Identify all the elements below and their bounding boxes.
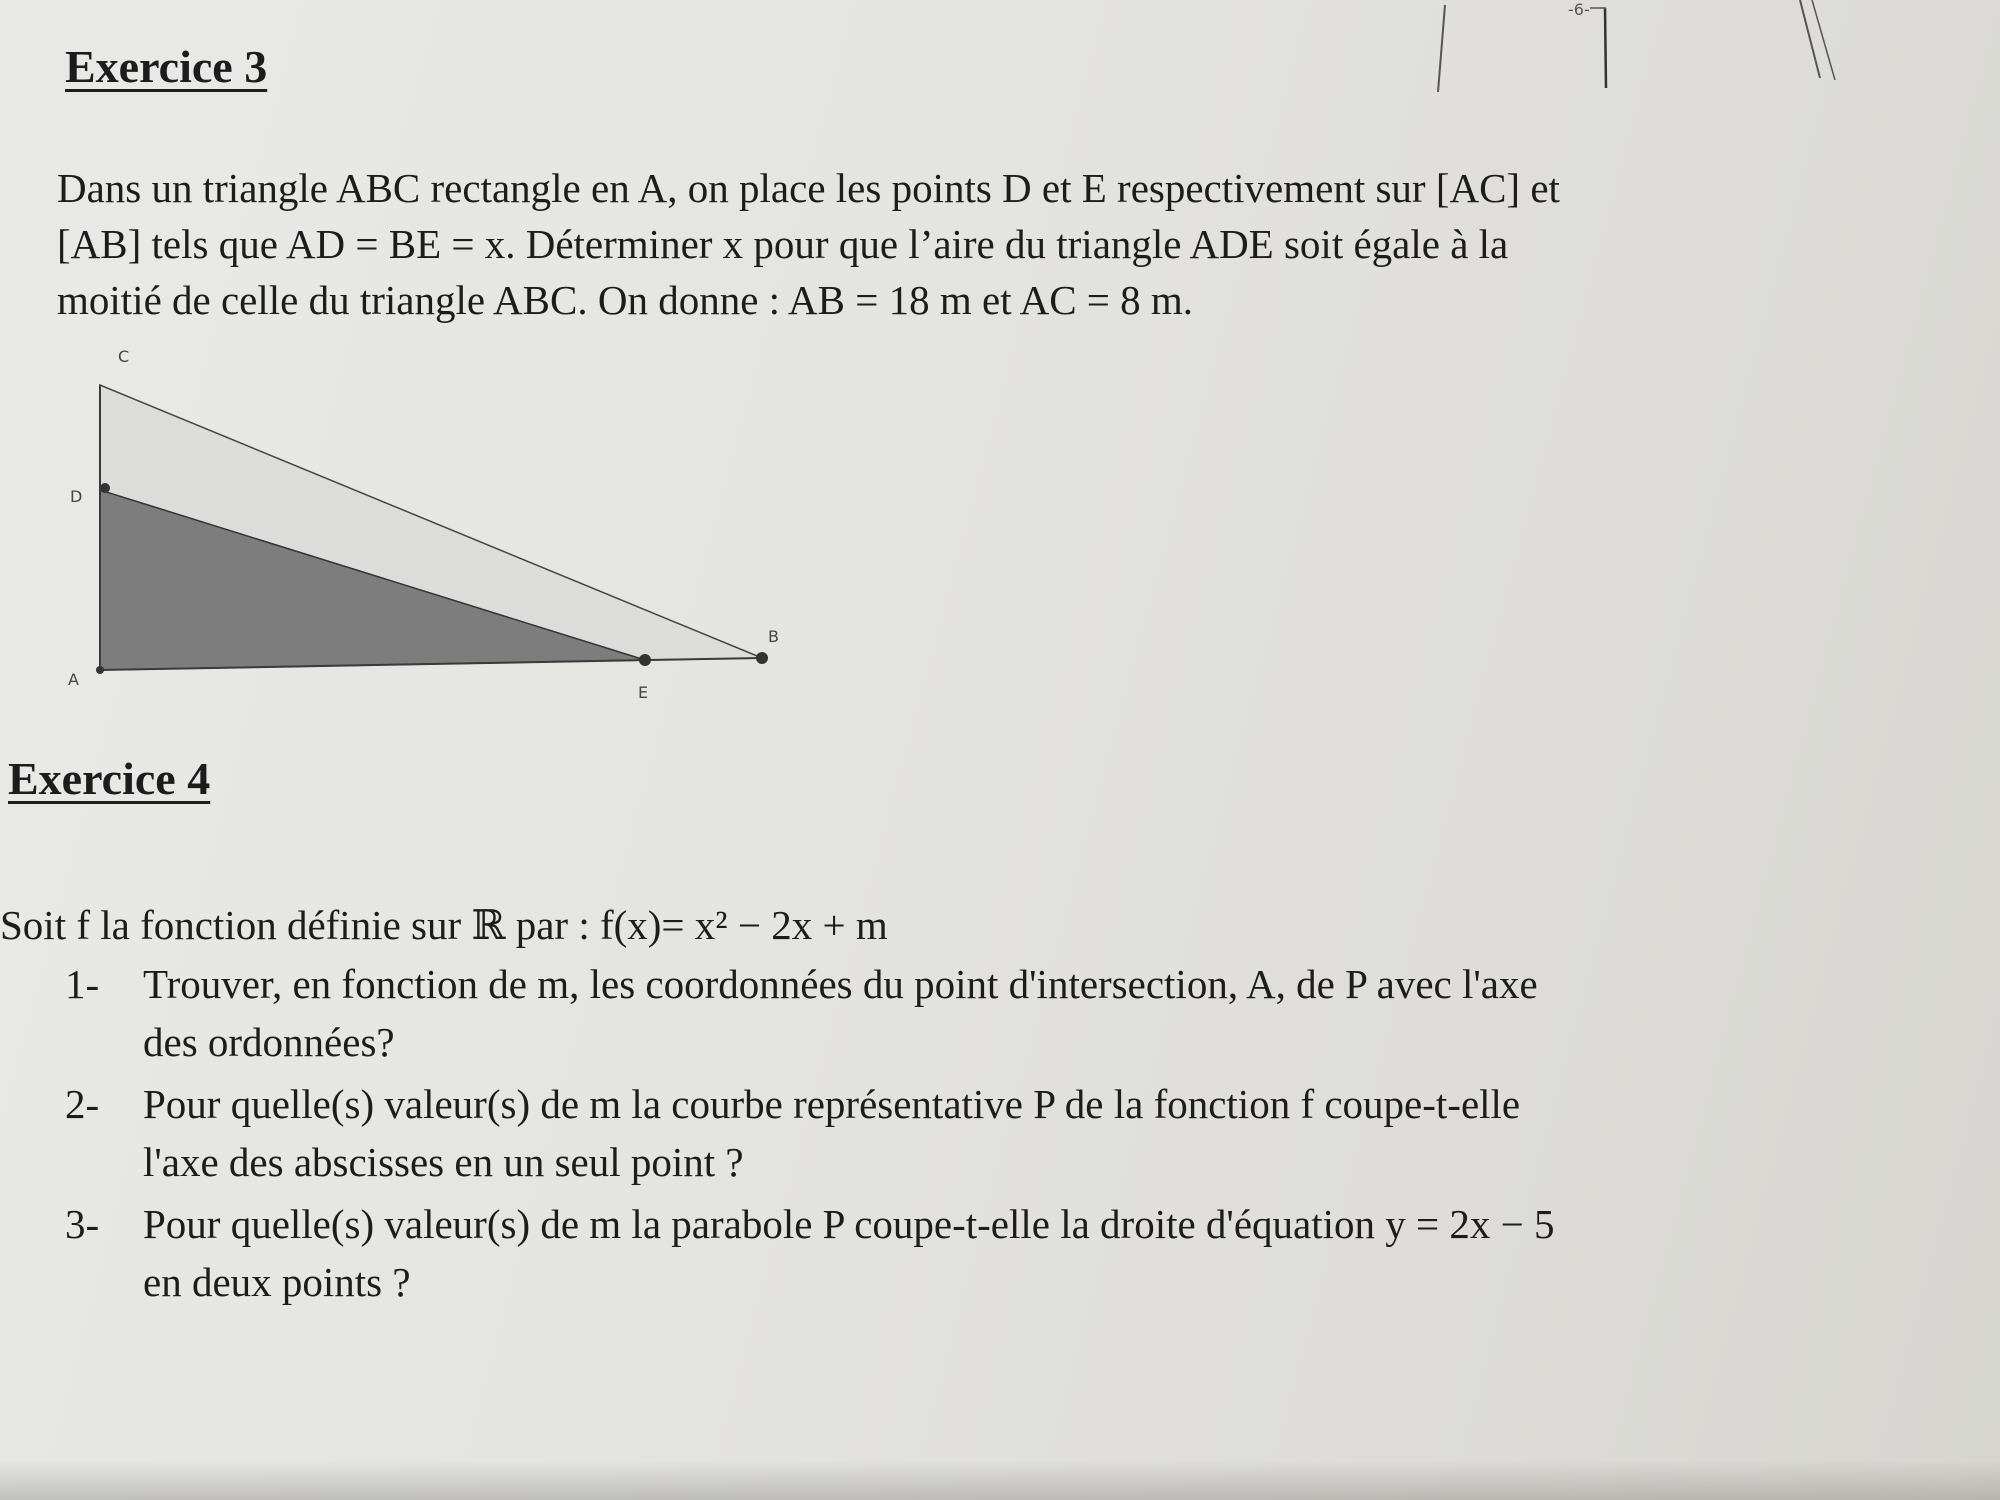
question-2-text bbox=[143, 1075, 1520, 1191]
question-2-number: 2- bbox=[65, 1081, 100, 1127]
question-3-line-1: Pour quelle(s) valeur(s) de m la parabole P coupe-t-elle la droite d'équation y = 2x − 5 bbox=[143, 1201, 1555, 1247]
point-b bbox=[756, 652, 768, 664]
label-d: D bbox=[70, 487, 83, 506]
page-shadow bbox=[0, 1460, 2000, 1500]
exercise3-title: Exercice 3 bbox=[65, 41, 268, 92]
exercise3-line-3: moitié de celle du triangle ABC. On donne : AB = 18 m et AC = 8 m. bbox=[57, 277, 1194, 323]
point-a bbox=[96, 666, 104, 674]
page-number-mark bbox=[1420, 0, 1880, 100]
question-1-line-2: des ordonnées? bbox=[143, 1019, 395, 1065]
label-b: B bbox=[768, 627, 779, 646]
point-d bbox=[100, 483, 110, 493]
exercise4-title: Exercice 4 bbox=[8, 753, 211, 804]
page-number: -6- bbox=[1568, 0, 1590, 19]
label-c: C bbox=[118, 347, 130, 366]
question-3-text bbox=[143, 1195, 1555, 1311]
question-3-number: 3- bbox=[65, 1201, 100, 1247]
exercise3-line-2: [AB] tels que AD = BE = x. Déterminer x pour que l’aire du triangle ADE soit égale à la bbox=[57, 221, 1509, 267]
question-1-text bbox=[143, 955, 1538, 1071]
triangle-figure bbox=[20, 330, 820, 730]
question-2-line-2: l'axe des abscisses en un seul point ? bbox=[143, 1139, 744, 1185]
exercise4-intro-line: Soit f la fonction définie sur ℝ par : f(x)= x² − 2x + m bbox=[0, 902, 888, 948]
label-e: E bbox=[638, 683, 649, 702]
question-3-line-2: en deux points ? bbox=[143, 1259, 411, 1305]
exercise3-line-1: Dans un triangle ABC rectangle en A, on place les points D et E respectivement sur [AC] et bbox=[57, 165, 1560, 211]
point-e bbox=[639, 654, 651, 666]
question-2-line-1: Pour quelle(s) valeur(s) de m la courbe représentative P de la fonction f coupe-t-elle bbox=[143, 1081, 1521, 1127]
question-1-line-1: Trouver, en fonction de m, les coordonnées du point d'intersection, A, de P avec l'axe bbox=[143, 961, 1538, 1007]
exercise3-statement bbox=[57, 160, 1560, 328]
exercise4-intro bbox=[0, 897, 888, 953]
question-1-number: 1- bbox=[65, 961, 100, 1007]
label-a: A bbox=[68, 670, 79, 689]
